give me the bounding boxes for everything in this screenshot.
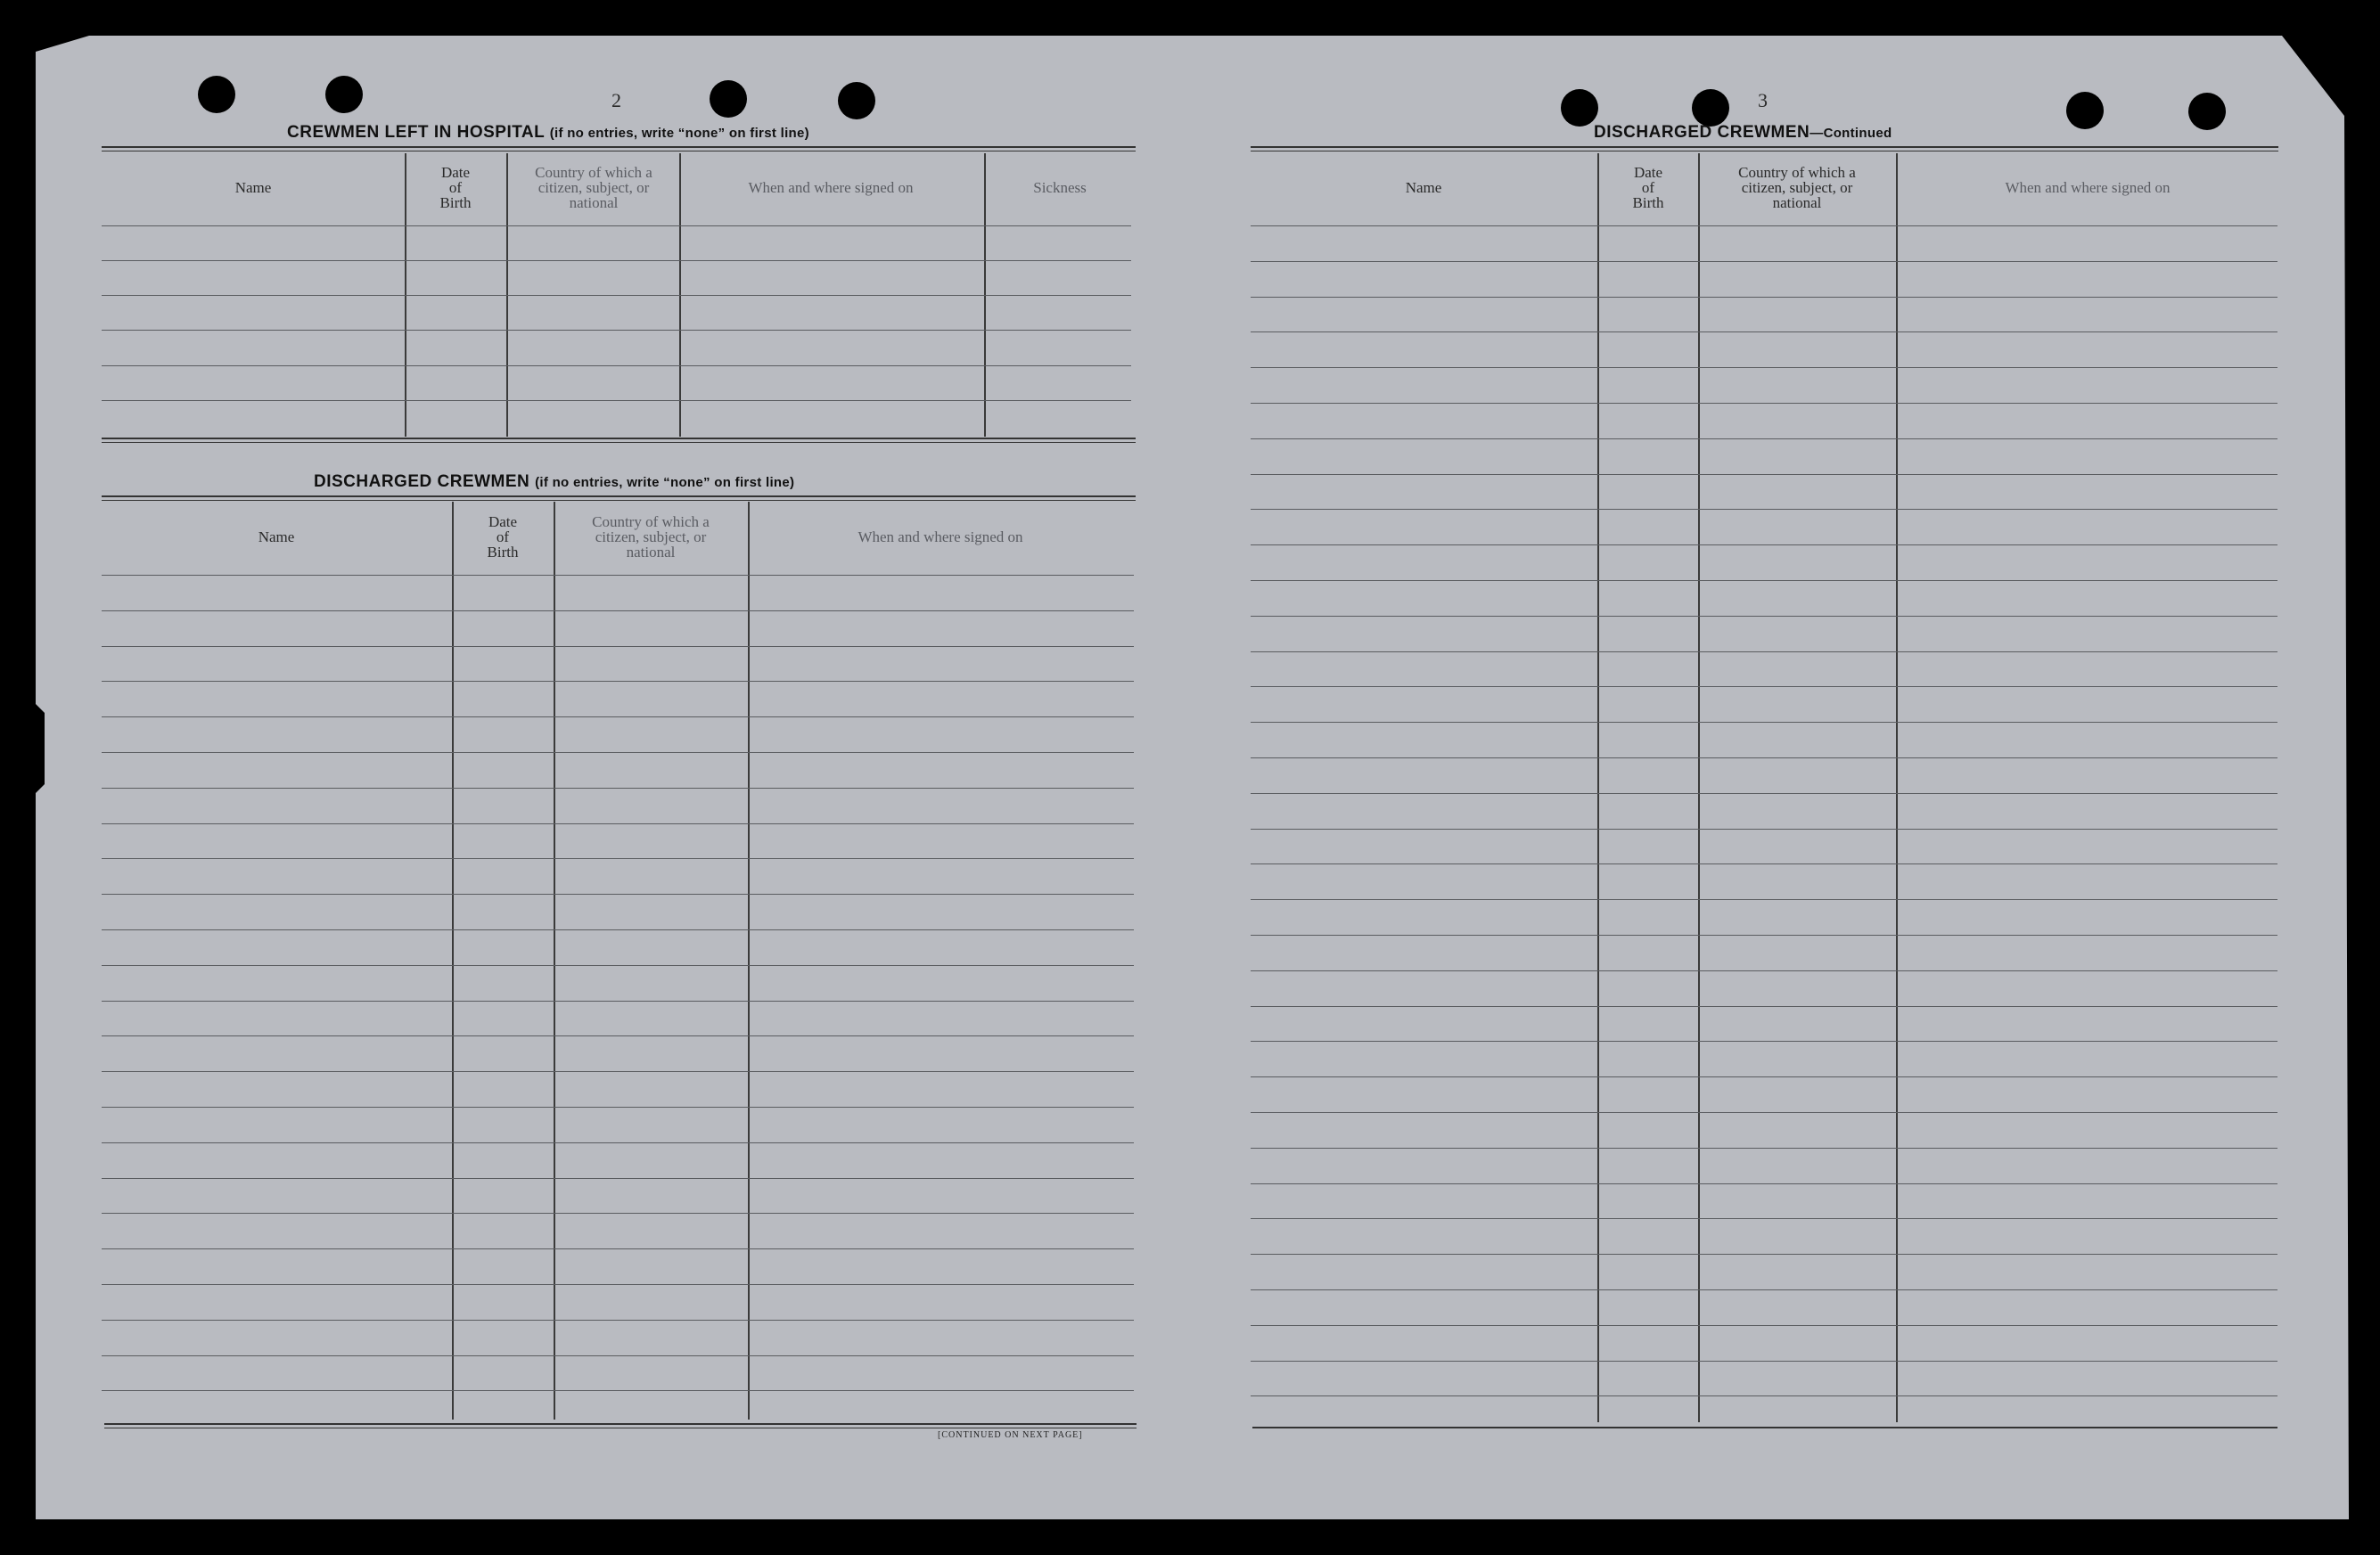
col-header-when-where: When and where signed on <box>748 179 914 196</box>
discharged-section-title <box>314 472 794 492</box>
col-header-date-of-birth: Date of Birth <box>487 513 519 561</box>
table-row-line <box>102 1320 1134 1321</box>
table-row-line <box>102 752 1134 753</box>
table-row-line <box>102 965 1134 966</box>
table-row-line <box>1251 1254 2277 1255</box>
table-row-line <box>102 929 1134 930</box>
table-row-line <box>1251 686 2277 687</box>
table-row-line <box>102 788 1134 789</box>
table-row-line <box>1251 367 2277 368</box>
punch-hole <box>325 76 363 113</box>
table-row-line <box>1251 757 2277 758</box>
col-header-country: Country of which a citizen, subject, or national <box>1738 164 1856 211</box>
table-row-line <box>1251 935 2277 936</box>
table-row-line <box>1251 1112 2277 1113</box>
table-row-line <box>102 610 1134 611</box>
table-row-line <box>102 1178 1134 1179</box>
table-row-line <box>1251 331 2277 332</box>
table-row-line <box>102 823 1134 824</box>
table-row-line <box>1251 651 2277 652</box>
page-number-right: 3 <box>1758 89 1768 111</box>
table-row-line <box>1251 261 2277 262</box>
table-row-line <box>1251 1183 2277 1184</box>
table-row-line <box>1251 225 2277 226</box>
col-header-date-of-birth: Date of Birth <box>1632 164 1664 211</box>
punch-hole <box>198 76 235 113</box>
table-row-line <box>1251 1076 2277 1077</box>
continued-label: —Continued <box>1810 126 1892 141</box>
table-row-line <box>102 1142 1134 1143</box>
table-row-line <box>1251 474 2277 475</box>
table-row-line <box>1251 1325 2277 1326</box>
table-row-line <box>102 575 1134 576</box>
table-row-line <box>1251 863 2277 864</box>
form-sheet <box>36 36 2349 1519</box>
hospital-title-text: CREWMEN LEFT IN HOSPITAL <box>287 123 545 142</box>
table-row-line <box>102 1035 1134 1036</box>
table-row-line <box>102 1355 1134 1356</box>
page-number-left: 2 <box>611 89 621 111</box>
table-row-line <box>1251 970 2277 971</box>
col-header-date-of-birth: Date of Birth <box>439 164 472 211</box>
table-row-line <box>102 1284 1134 1285</box>
punch-hole <box>2188 93 2226 130</box>
col-header-country: Country of which a citizen, subject, or national <box>592 513 710 561</box>
table-row-line <box>102 646 1134 647</box>
table-row-line <box>102 1248 1134 1249</box>
table-row-line <box>102 1071 1134 1072</box>
table-row-line <box>1251 1361 2277 1362</box>
col-header-when-where: When and where signed on <box>2005 179 2171 196</box>
table-row-line <box>1251 722 2277 723</box>
table-row-line <box>1251 1218 2277 1219</box>
table-row-line <box>1251 1395 2277 1396</box>
punch-hole <box>838 82 875 119</box>
table-row-line <box>1251 1289 2277 1290</box>
table-row-line <box>102 1107 1134 1108</box>
hospital-instruction: (if no entries, write “none” on first line) <box>549 126 809 141</box>
table-row-line <box>1251 793 2277 794</box>
table-row-line <box>102 716 1134 717</box>
hospital-section-title <box>287 123 809 143</box>
continued-note: [CONTINUED ON NEXT PAGE] <box>938 1430 1083 1440</box>
col-header-name: Name <box>234 179 272 196</box>
table-row-line <box>1251 829 2277 830</box>
table-row-line <box>102 1001 1134 1002</box>
punch-hole <box>1692 89 1729 127</box>
table-row-line <box>1251 403 2277 404</box>
table-row-line <box>102 681 1134 682</box>
table-row-line <box>102 858 1134 859</box>
table-row-line <box>1251 1041 2277 1042</box>
table-row-line <box>1251 509 2277 510</box>
table-row-line <box>1251 1006 2277 1007</box>
table-row-line <box>1251 297 2277 298</box>
col-header-name: Name <box>1405 179 1442 196</box>
discharged-title-text: DISCHARGED CREWMEN <box>314 472 530 491</box>
table-row-line <box>1251 616 2277 617</box>
table-row-line <box>1251 544 2277 545</box>
col-header-country: Country of which a citizen, subject, or national <box>535 164 652 211</box>
col-header-when-where: When and where signed on <box>858 528 1023 545</box>
punch-hole <box>2066 92 2104 129</box>
col-header-sickness: Sickness <box>1033 179 1087 196</box>
discharged-instruction: (if no entries, write “none” on first line) <box>535 475 795 490</box>
table-row-line <box>1251 580 2277 581</box>
discharged-continued-title-text: DISCHARGED CREWMEN <box>1594 123 1810 142</box>
punch-hole <box>1561 89 1598 127</box>
table-row-line <box>1251 438 2277 439</box>
table-row-line <box>102 894 1134 895</box>
table-row-line <box>102 1390 1134 1391</box>
table-row-line <box>1251 899 2277 900</box>
table-row-line <box>1251 1148 2277 1149</box>
col-header-name: Name <box>258 528 295 545</box>
discharged-continued-title <box>1594 123 1892 143</box>
table-row-line <box>102 1213 1134 1214</box>
punch-hole <box>710 80 747 118</box>
